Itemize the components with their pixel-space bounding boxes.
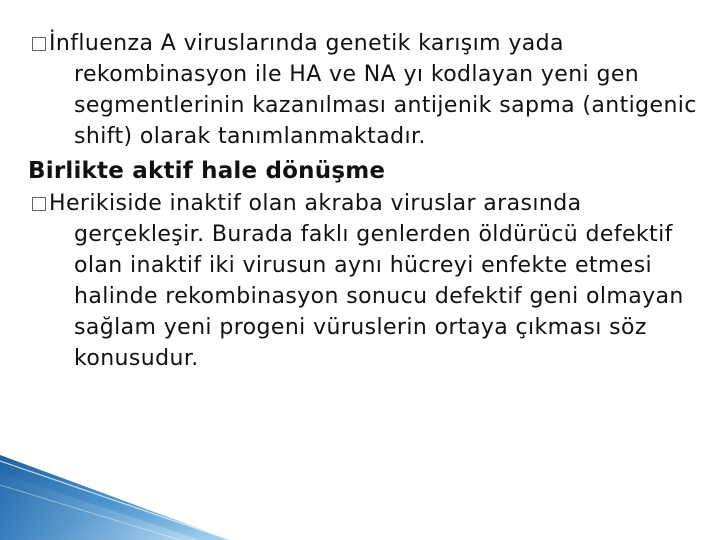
square-bullet-icon — [32, 197, 46, 211]
bullet-item-2 — [28, 188, 698, 374]
bullet-item-1 — [28, 28, 698, 152]
bullet-text: Herikiside inaktif olan akraba viruslar arasında gerçekleşir. Burada faklı genlerden öldürücü defektif olan inaktif iki virusun aynı hücreyi enfekte etmesi halinde rekombinasyon sonucu defektif geni olmayan sağlam yeni progeni vüruslerin ortaya çıkması söz konusudur. — [49, 191, 684, 371]
square-bullet-icon — [32, 37, 46, 51]
decorative-corner-wedge — [0, 455, 230, 540]
slide-content — [28, 28, 698, 374]
section-heading: Birlikte aktif hale dönüşme — [28, 158, 386, 184]
bullet-text: İnfluenza A viruslarında genetik karışım yada rekombinasyon ile HA ve NA yı kodlayan yeni gen segmentlerinin kazanılması antijenik sapma (antigenic shift) olarak tanımlanmaktadır. — [49, 31, 697, 149]
